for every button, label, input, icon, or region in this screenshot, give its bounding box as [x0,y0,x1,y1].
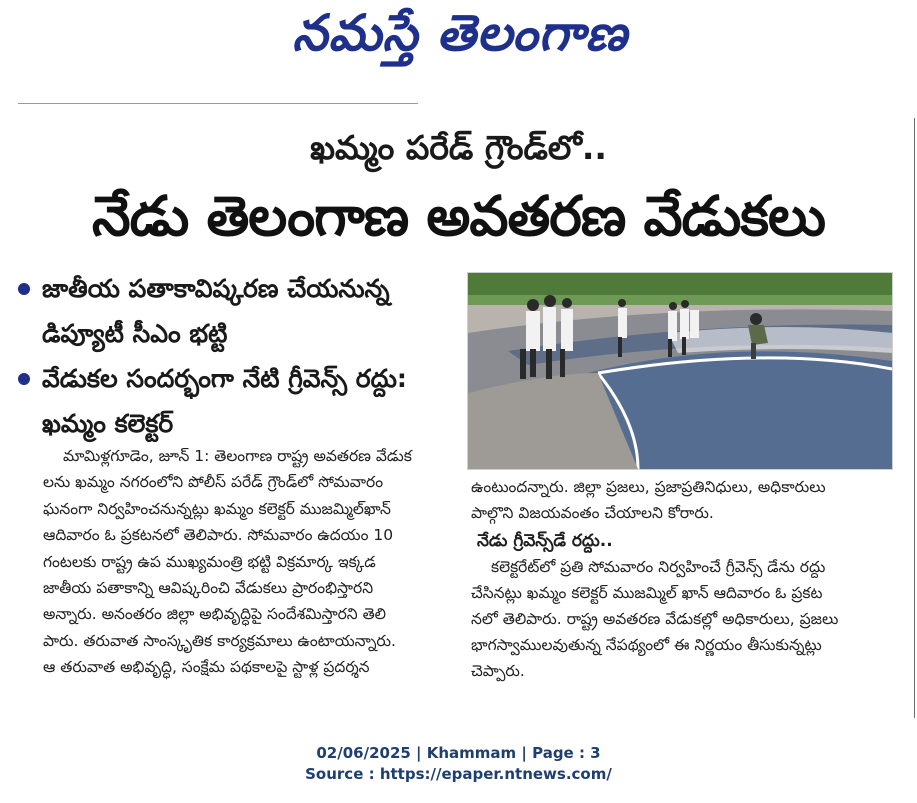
highlight-text: డిప్యూటీ సీఎం భట్టి [42,319,228,348]
body-line: చెప్పారు. [471,662,525,680]
footer-source-link[interactable]: Source : https://epaper.ntnews.com/ [305,765,612,783]
body-line: కలెక్టరేట్‌లో ప్రతి సోమవారం నిర్వహించే గ్రీవెన్స్ డేను రద్దు [491,558,826,576]
left-column-body [43,443,443,681]
highlight-text: ఖమ్మం కలెక్టర్ [42,409,174,438]
highlight-item-continuation [18,403,458,444]
body-line: గంటలకు రాష్ట్ర ఉప ముఖ్యమంత్రి భట్టి విక్రమార్క ఇక్కడ [43,552,376,571]
highlight-item [18,358,458,399]
body-line: అన్నారు. అనంతరం జిల్లా అభివృద్ధిపై సందేశమిస్తారని తెలి [43,605,387,624]
parade-ground-photo [467,272,893,470]
body-line: పాల్గొని విజయవంతం చేయాలని కోరారు. [471,504,714,522]
highlights-list [18,268,458,448]
body-line: పారు. తరువాత సాంస్కృతిక కార్యక్రమాలు ఉంటాయన్నారు. [43,631,396,650]
body-line: మామిళ్లగూడెం, జూన్ 1: తెలంగాణ రాష్ట్ర అవతరణ వేడుక [63,447,412,465]
bullet-icon [18,283,30,295]
body-line: ఆ తరువాత అభివృద్ధి, సంక్షేమ పథకాలపై స్టాళ్ల ప్రదర్శన [43,658,370,677]
body-line: నలో తెలిపారు. రాష్ట్ర అవతరణ వేడుకల్లో అధికారులు, ప్రజలు [471,610,839,628]
footer-edition-info: 02/06/2025 | Khammam | Page : 3 [316,744,601,762]
masthead-logo: నమస్తే తెలంగాణ [292,3,628,62]
body-line: జాతీయ పతాకాన్ని ఆవిష్కరించి వేడుకలు ప్రారంభిస్తారని [43,579,374,598]
body-line: ఆదివారం ఓ ప్రకటనలో తెలిపారు. సోమవారం ఉదయం 10 [43,526,394,545]
article-kicker: ఖమ్మం పరేడ్ గ్రౌండ్‌లో.. [310,128,607,167]
right-column-body [471,474,891,684]
bullet-icon [18,373,30,385]
header-divider [18,103,418,104]
highlight-text: వేడుకల సందర్భంగా నేటి గ్రీవెన్స్ రద్దు: [42,364,407,393]
page-footer [0,743,917,785]
body-line: ఘనంగా నిర్వహించనున్నట్లు ఖమ్మం కలెక్టర్ ముజమ్మిల్‌ఖాన్ [43,499,391,518]
highlight-item [18,268,458,309]
body-line: భాగస్వాములవుతున్న నేపథ్యంలో ఈ నిర్ణయం తీసుకున్నట్లు [471,636,822,654]
body-line: ఉంటుందన్నారు. జిల్లా ప్రజలు, ప్రజాప్రతినిధులు, అధికారులు [471,478,826,496]
body-line: చేసినట్లు ఖమ్మం కలెక్టర్ ముజమ్మిల్ ఖాన్ ఆదివారం ఓ ప్రకట [471,584,823,602]
article-headline: నేడు తెలంగాణ అవతరణ వేడుకలు [91,184,826,248]
section-subheading: నేడు గ్రీవెన్స్‌డే రద్దు.. [477,531,613,551]
body-line: లను ఖమ్మం నగరంలోని పోలీస్ పరేడ్ గ్రౌండ్‌లో సోమవారం [43,473,384,492]
parade-ground-illustration [468,273,892,469]
highlight-text: జాతీయ పతాకావిష్కరణ చేయనున్న [42,274,390,303]
highlight-item-continuation [18,313,458,354]
